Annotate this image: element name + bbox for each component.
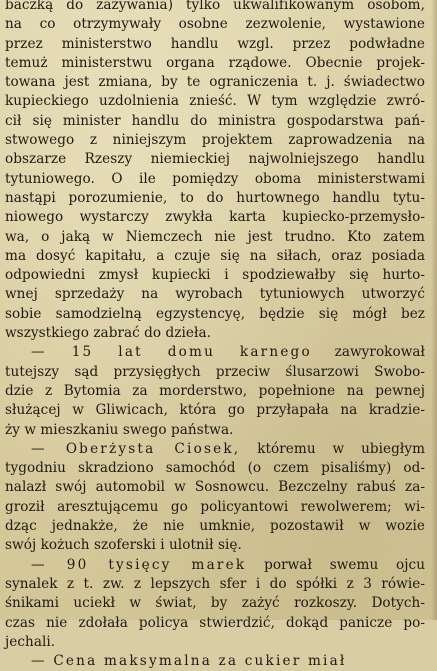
text-line: służącej w Gliwicach, która go przyłapała na kradzie-	[5, 402, 425, 419]
paragraph-lead: — Oberżysta Ciosek,	[31, 440, 241, 457]
text-line: wnej sprzedaży na wyrobach tytuniowych utworzyć	[5, 286, 425, 303]
text-line: odpowiedni zmysł kupiecki i spodziewałby się hurto-	[5, 267, 425, 284]
text-line	[5, 343, 425, 362]
paragraph-lead: — Cena maksymalna za cukier miał	[31, 653, 347, 670]
article-column	[5, 0, 425, 671]
text-line: sobie samodzielną egzystencyę, będzie się mógł bez	[5, 305, 425, 322]
text-line: ży w mieszkaniu swego państwa.	[5, 421, 234, 438]
text-line: czas nie zdołała policya stwierdzić, dokąd panicze po-	[5, 614, 425, 631]
paragraph-sugar-price	[5, 652, 425, 671]
text-line: obszarze Rzeszy niemieckiej najwolniejszego handlu	[5, 151, 425, 168]
text-line: niowego wystarczy zwykła karta kupiecko-przemysło-	[5, 209, 425, 226]
text-fragment: porwał swemu ojcu	[264, 556, 425, 573]
text-line	[5, 440, 425, 459]
text-line: jechali.	[5, 633, 56, 650]
text-line: ma dosyć kapitału, a czuje się na siłach, oraz posiada	[5, 247, 425, 264]
text-line: przez ministerstwo handlu wzgl. przez podwładne	[5, 35, 425, 52]
text-line: nalazł swój automobil w Sosnowcu. Bezczelny rabuś za-	[5, 479, 425, 496]
text-line: stwowego z niniejszym projektem zaprowadzenia na	[5, 132, 425, 149]
text-line: temuż ministerstwu organa rządowe. Obecnie projek-	[5, 54, 425, 71]
paragraph-lead: — 15 lat domu karnego	[31, 344, 312, 361]
text-line: tygodniu skradziono samochód (o czem pisaliśmy) od-	[5, 460, 425, 477]
text-line: tytuniowego. O ile pomiędzy oboma ministerstwami	[5, 170, 425, 187]
text-line: śnikami uciekł w świat, by zażyć rozkoszy. Dotych-	[5, 595, 425, 612]
page-edge-shadow	[431, 0, 437, 620]
text-line: na co otrzymywały osobne zezwolenie, wystawione	[5, 16, 425, 33]
text-line: swój kożuch szoferski i ulotnił się.	[5, 537, 242, 554]
text-line: nastąpi porozumienie, to do hurtownego handlu tytu-	[5, 189, 425, 206]
text-line: dzie z Bytomia za morderstwo, popełnione na pewnej	[5, 382, 425, 399]
text-line: groził aresztującemu go policyantowi rewolwerem; wi-	[5, 498, 425, 515]
paragraph-lead: — 90 tysięcy marek	[31, 556, 247, 573]
text-line: tutejszy sąd przysięgłych przeciw ślusarzowi Swobo-	[5, 363, 425, 380]
text-line: dząc jednakże, że nie umknie, pozostawił w wozie	[5, 518, 425, 535]
text-line	[5, 652, 425, 671]
text-line: towana jest zmiana, by te ograniczenia t. j. świadectwo	[5, 74, 425, 91]
paragraph-innkeeper	[5, 440, 425, 556]
text-line: wa, o jaką w Niemczech nie jest trudno. Kto zatem	[5, 228, 425, 245]
text-fragment: któremu w ubiegłym	[257, 440, 426, 457]
paragraph-tobacco-trade	[5, 0, 425, 343]
paragraph-stolen-marks	[5, 556, 425, 652]
text-line: synalek z t. zw. z lepszych sfer i do spółki z 3 rówie-	[5, 575, 425, 592]
text-fragment: zawyrokował	[334, 344, 425, 361]
text-line: cił się minister handlu do ministra gospodarstwa pań-	[5, 112, 425, 129]
text-line: wszystkiego zabrać do dzieła.	[5, 325, 211, 342]
text-line	[5, 556, 425, 575]
text-line: baczką do zażywania) tylko ukwalifikowanym osobom,	[5, 0, 425, 13]
paragraph-prison-sentence	[5, 343, 425, 439]
text-line: kupieckiego uzdolnienia znieść. W tym względzie zwró-	[5, 93, 425, 110]
